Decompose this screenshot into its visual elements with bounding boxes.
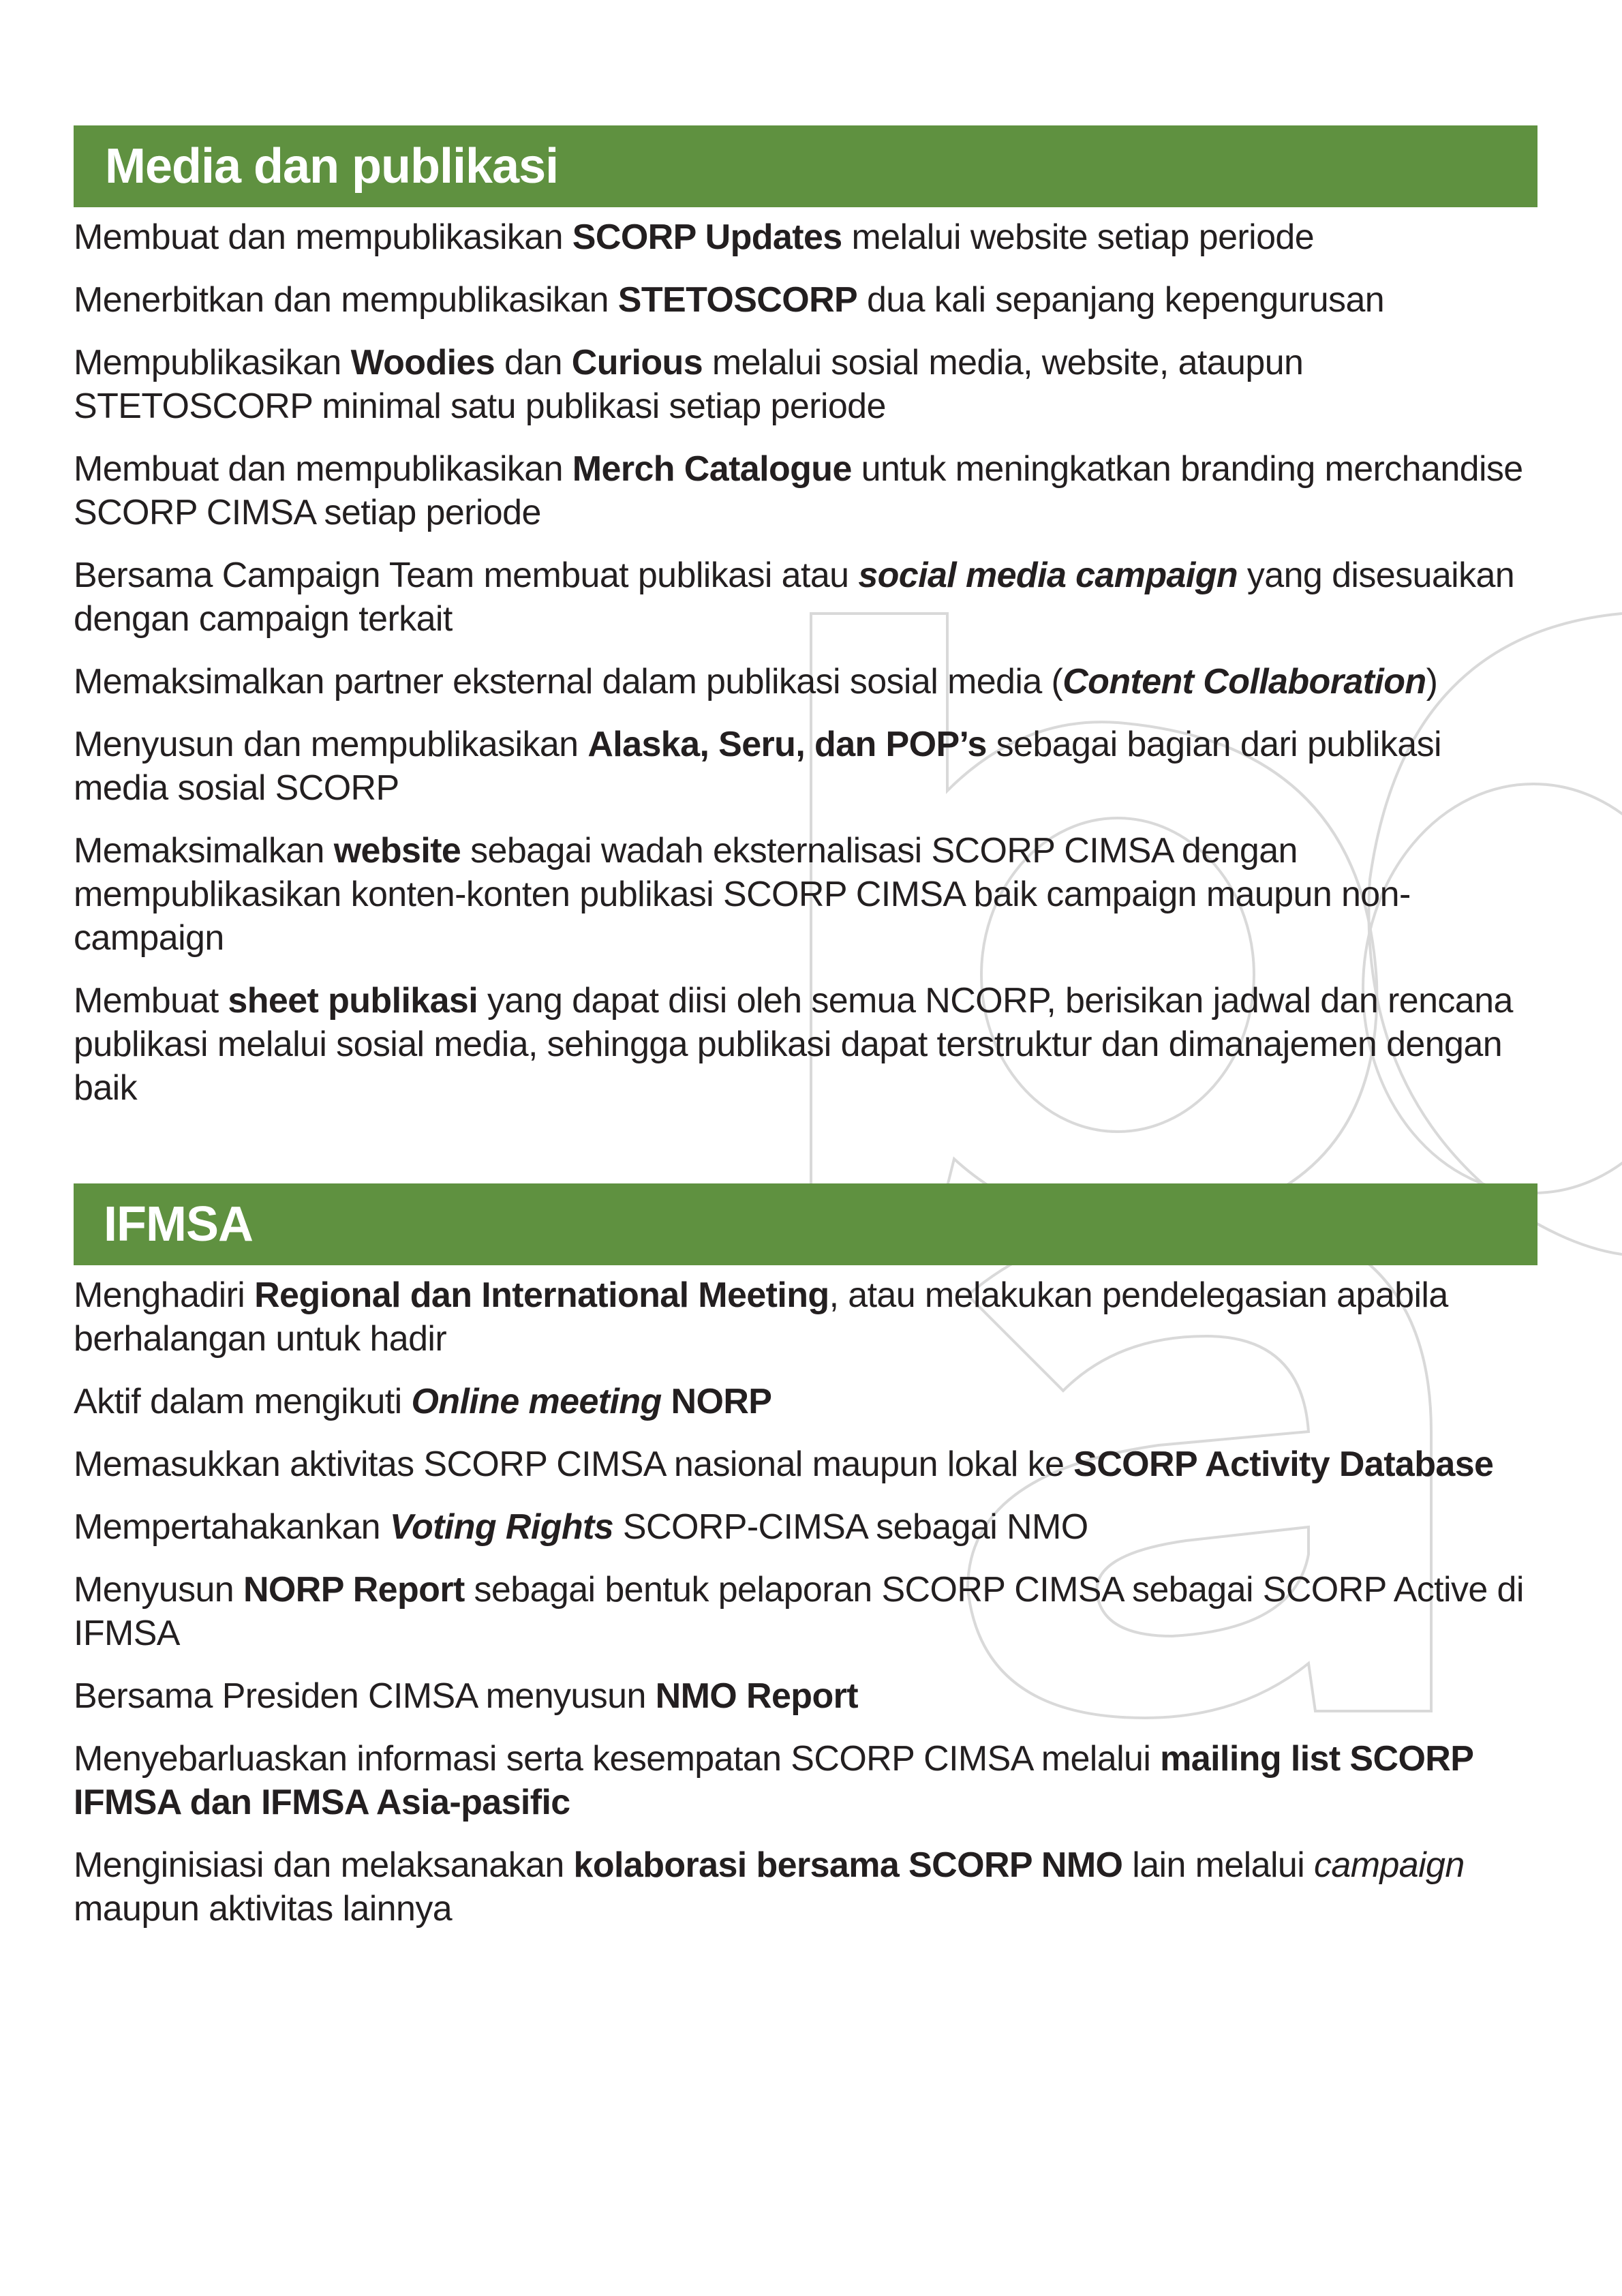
item-text: Mempertahakankan [74, 1507, 390, 1547]
item-text: Mempublikasikan [74, 343, 351, 382]
emphasis-text: kolaborasi bersama SCORP NMO [573, 1845, 1123, 1885]
emphasis-text: Alaska, Seru, dan POP’s [587, 725, 987, 764]
item-text: sebagai bentuk pelaporan SCORP CIMSA sebagai SCORP Active di IFMSA [74, 1570, 1524, 1653]
emphasis-text: SCORP Updates [572, 217, 842, 257]
emphasis-text: social media campaign [858, 556, 1238, 595]
item-text: melalui website setiap periode [842, 217, 1315, 257]
emphasis-text: SCORP Activity Database [1073, 1445, 1494, 1484]
media-item-list [74, 215, 1537, 1110]
list-item [74, 278, 1537, 322]
emphasis-text: sheet publikasi [228, 981, 478, 1021]
item-text: Menyusun dan mempublikasikan [74, 725, 588, 764]
emphasis-text: NMO Report [655, 1676, 858, 1716]
section-ifmsa [74, 1183, 1537, 1950]
item-text: Memaksimalkan partner eksternal dalam publikasi sosial media ( [74, 662, 1063, 701]
list-item [74, 447, 1537, 534]
emphasis-text: website [333, 831, 461, 871]
list-item [74, 1380, 1537, 1423]
emphasis-text: NORP Report [243, 1570, 465, 1610]
list-item [74, 1843, 1537, 1931]
item-text: lain melalui [1122, 1845, 1315, 1885]
item-text: Membuat [74, 981, 228, 1021]
item-text: Menyusun [74, 1570, 243, 1610]
emphasis-text: NORP [671, 1382, 772, 1421]
list-item [74, 1505, 1537, 1549]
item-text: Menginisiasi dan melaksanakan [74, 1845, 574, 1885]
emphasis-text: Regional dan International Meeting [254, 1275, 829, 1315]
section-header-media: Media dan publikasi [74, 125, 1537, 207]
list-item [74, 829, 1537, 960]
item-text: Memasukkan aktivitas SCORP CIMSA nasional maupun lokal ke [74, 1445, 1074, 1484]
item-text: ) [1426, 662, 1438, 701]
item-text: Membuat dan mempublikasikan [74, 217, 572, 257]
item-text: Menghadiri [74, 1275, 255, 1315]
item-text: SCORP-CIMSA sebagai NMO [613, 1507, 1088, 1547]
emphasis-text: STETOSCORP [617, 280, 858, 320]
ifmsa-item-list [74, 1273, 1537, 1931]
list-item [74, 554, 1537, 641]
item-text: maupun aktivitas lainnya [74, 1889, 453, 1929]
section-media-publikasi [74, 125, 1537, 1129]
item-text: untuk meningkatkan branding merchandise SCORP CIMSA setiap periode [74, 449, 1523, 532]
item-text: Memaksimalkan [74, 831, 334, 871]
list-item [74, 1442, 1537, 1486]
item-text: , atau melakukan pendelegasian apabila berhalangan untuk hadir [74, 1275, 1448, 1359]
emphasis-text: Voting Rights [389, 1507, 614, 1547]
emphasis-text: Online meeting [411, 1382, 662, 1421]
item-text: Menyebarluaskan informasi serta kesempatan SCORP CIMSA melalui [74, 1739, 1161, 1779]
item-text: dan [495, 343, 572, 382]
emphasis-text: Woodies [350, 343, 495, 382]
emphasis-text: campaign [1314, 1845, 1465, 1885]
item-text: dua kali sepanjang kepengurusan [857, 280, 1385, 320]
list-item [74, 1674, 1537, 1718]
item-text [662, 1382, 671, 1421]
item-text: Bersama Campaign Team membuat publikasi atau [74, 556, 859, 595]
item-text: yang disesuaikan dengan campaign terkait [74, 556, 1515, 639]
section-header-ifmsa: IFMSA [74, 1183, 1537, 1265]
item-text: Bersama Presiden CIMSA menyusun [74, 1676, 656, 1716]
item-text: sebagai bagian dari publikasi media sosial SCORP [74, 725, 1441, 808]
list-item [74, 1737, 1537, 1824]
list-item [74, 1273, 1537, 1361]
item-text: melalui sosial media, website, ataupun STETOSCORP minimal satu publikasi setiap periode [74, 343, 1304, 426]
emphasis-text: Merch Catalogue [572, 449, 852, 489]
list-item [74, 341, 1537, 428]
emphasis-text: Curious [571, 343, 703, 382]
list-item [74, 660, 1537, 704]
list-item [74, 723, 1537, 810]
item-text: sebagai wadah eksternalisasi SCORP CIMSA dengan mempublikasikan konten-konten publikasi SCORP CIMSA baik campaign maupun non-campaign [74, 831, 1411, 958]
list-item [74, 215, 1537, 259]
item-text: Membuat dan mempublikasikan [74, 449, 572, 489]
emphasis-text: Content Collaboration [1062, 662, 1426, 701]
list-item [74, 1568, 1537, 1655]
item-text: Aktif dalam mengikuti [74, 1382, 412, 1421]
list-item [74, 979, 1537, 1110]
emphasis-text: mailing list SCORP IFMSA dan IFMSA Asia-pasific [74, 1739, 1473, 1822]
item-text: yang dapat diisi oleh semua NCORP, berisikan jadwal dan rencana publikasi melalui sosial media, sehingga publikasi dapat terstruktur dan dimanajemen dengan baik [74, 981, 1513, 1108]
item-text: Menerbitkan dan mempublikasikan [74, 280, 618, 320]
